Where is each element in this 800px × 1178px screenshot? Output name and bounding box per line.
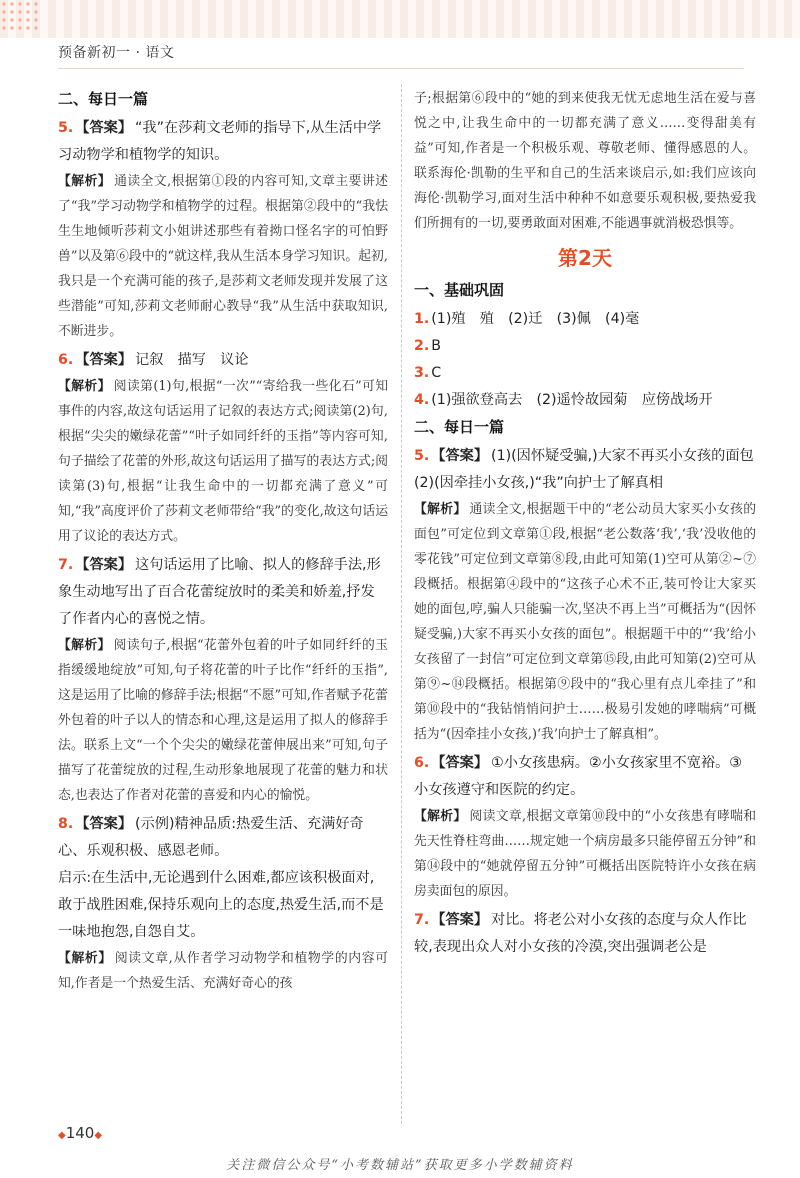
explanation-tag: 【解析】 bbox=[58, 174, 112, 189]
question-number: 1. bbox=[414, 311, 430, 327]
answer-line bbox=[414, 443, 768, 497]
section-title-daily-reading-2: 二、每日一篇 bbox=[414, 418, 505, 436]
section-title-basics: 一、基础巩固 bbox=[414, 281, 505, 299]
answer-tag: 【答案】 bbox=[75, 352, 133, 368]
explanation-tag: 【解析】 bbox=[414, 809, 467, 824]
question-number: 3. bbox=[414, 365, 430, 381]
question-number: 7. bbox=[58, 557, 74, 573]
explanation-text: 阅读文章,根据文章第⑩段中的“小女孩患有哮喘和先天性脊柱弯曲……规定她一个病房最多只能停留五分钟”和第⑭段中的“她就停留五分钟”可概括出医院特许小女孩在病房卖面包的原因。 bbox=[414, 809, 756, 899]
question-number: 7. bbox=[414, 912, 430, 928]
page-number-text: 140 bbox=[65, 1124, 95, 1142]
answer-text: 对比。将老公对小女孩的态度与众人作比较,表现出众人对小女孩的冷漠,突出强调老公是 bbox=[414, 912, 747, 955]
answer-text: “我”在莎莉文老师的指导下,从生活中学习动物学和植物学的知识。 bbox=[58, 120, 382, 163]
question-number: 2. bbox=[414, 338, 430, 354]
explanation-text: 阅读文章,从作者学习动物学和植物学的内容可知,作者是一个热爱生活、充满好奇心的孩 bbox=[58, 951, 388, 991]
answer-text: 记叙 描写 议论 bbox=[135, 352, 249, 368]
answer-text: (1)强欲登高去 (2)遥怜故园菊 应傍战场开 bbox=[431, 392, 713, 408]
day-title: 第2天 bbox=[558, 246, 612, 270]
explanation bbox=[58, 374, 388, 549]
answer-text: 这句话运用了比喻、拟人的修辞手法,形象生动地写出了百合花蕾绽放时的柔美和娇羞,抒发了作者内心的喜悦之情。 bbox=[58, 557, 381, 627]
explanation-tag: 【解析】 bbox=[58, 379, 111, 394]
explanation-tag: 【解析】 bbox=[58, 951, 112, 966]
header-divider bbox=[58, 68, 744, 69]
explanation-tag: 【解析】 bbox=[414, 502, 467, 517]
answer-tag: 【答案】 bbox=[431, 448, 489, 464]
answer-text: C bbox=[431, 365, 442, 381]
answer-line bbox=[58, 347, 388, 374]
explanation-text: 通读全文,根据题干中的“老公动员大家买小女孩的面包”可定位到文章第①段,根据“老公数落‘我’,‘我’没收他的零花钱”可定位到文章第⑧段,由此可知第(1)空可从第②~⑦段概括。根据第④段中的“这孩子心术不正,装可怜让大家买她的面包,哼,骗人只能骗一次,坚决不再上当”可概括为“(因怀疑受骗,)大家不再买小女孩的面包”。根据题干中的“‘我’给小女孩留了一封信”可定位到文章第⑮段,由此可知第(2)空可从第⑨~⑭段概括。根据第⑨段中的“我心里有点儿牵挂了”和第⑩段中的“我钻悄悄问护士……极易引发她的哮喘病”可概括为“(因牵挂小女孩,)‘我’向护士了解真相”。 bbox=[414, 502, 756, 742]
question-number: 8. bbox=[58, 816, 74, 832]
answer-text-2: 启示:在生活中,无论遇到什么困难,都应该积极面对,敢于战胜困难,保持乐观向上的态度,热爱生活,而不是一味地抱怨,自怨自艾。 bbox=[58, 870, 384, 940]
question-8-left bbox=[58, 811, 388, 996]
explanation-text: 通读全文,根据第①段的内容可知,文章主要讲述了“我”学习动物学和植物学的过程。根据第②段中的“我怯生生地倾听莎莉文小姐讲述那些有着拗口怪名字的可怕野兽”以及第⑥段中的“就这样,我从生活本身学习知识。起初,我只是一个充满可能的孩子,是莎莉文老师发现并发展了这些潜能”可知,莎莉文老师耐心教导“我”从生活中获取知识,不断进步。 bbox=[58, 174, 389, 339]
explanation-tag: 【解析】 bbox=[58, 638, 111, 653]
answer-line bbox=[414, 750, 756, 804]
answer-tag: 【答案】 bbox=[431, 912, 489, 928]
question-number: 5. bbox=[414, 448, 430, 464]
explanation bbox=[58, 946, 388, 996]
top-decor-bar bbox=[0, 0, 800, 38]
question-6-right bbox=[414, 750, 756, 904]
explanation bbox=[414, 804, 756, 904]
question-number: 6. bbox=[58, 352, 74, 368]
question-5-left bbox=[58, 115, 388, 344]
dot-pattern-icon bbox=[0, 0, 42, 34]
explanation bbox=[58, 633, 388, 808]
answer-text: (1)(因怀疑受骗,)大家不再买小女孩的面包 (2)(因牵挂小女孩,)“我”向护士了解真相 bbox=[414, 448, 768, 491]
answer-line bbox=[58, 811, 388, 865]
answer-tag: 【答案】 bbox=[75, 120, 133, 136]
basic-item-3 bbox=[414, 360, 756, 387]
diamond-icon: ◆ bbox=[58, 1130, 66, 1141]
explanation bbox=[414, 497, 756, 747]
basic-item-4 bbox=[414, 387, 756, 414]
answer-tag: 【答案】 bbox=[75, 816, 133, 832]
question-number: 5. bbox=[58, 120, 74, 136]
explanation-text: 阅读句子,根据“花蕾外包着的叶子如同纤纤的玉指缓缓地绽放”可知,句子将花蕾的叶子比作“纤纤的玉指”,这是运用了比喻的修辞手法;根据“不愿”可知,作者赋予花蕾外包着的叶子以人的情态和心理,这是运用了拟人的修辞手法。联系上文“一个个尖尖的嫩绿花蕾伸展出来”可知,句子描写了花蕾绽放的过程,生动形象地展现了花蕾的魅力和状态,也表达了作者对花蕾的喜爱和内心的愉悦。 bbox=[58, 638, 388, 803]
answer-text: (1)殖 殖 (2)迁 (3)佩 (4)毫 bbox=[431, 311, 640, 327]
question-number: 4. bbox=[414, 392, 430, 408]
question-7-right bbox=[414, 907, 756, 961]
page-number bbox=[58, 1124, 102, 1142]
basic-item-2 bbox=[414, 333, 756, 360]
running-header: 预备新初一 · 语文 bbox=[58, 45, 175, 61]
answer-line bbox=[58, 115, 388, 169]
left-column bbox=[58, 86, 388, 999]
column-divider bbox=[401, 84, 402, 1124]
explanation bbox=[58, 169, 388, 344]
answer-text: (示例)精神品质:热爱生活、充满好奇心、乐观积极、感恩老师。 bbox=[58, 816, 364, 859]
explanation-continuation: 子;根据第⑥段中的“她的到来使我无忧无虑地生活在爱与喜悦之中,让我生命中的一切都充满了意义……变得甜美有益”可知,作者是一个积极乐观、尊敬老师、懂得感恩的人。联系海伦·凯勒的生平和自己的生活来谈启示,如:我们应该向海伦·凯勒学习,面对生活中种种不如意要乐观积极,要热爱我们所拥有的一切,要勇敢面对困难,不能遇事就消极恐惧等。 bbox=[414, 91, 756, 231]
answer-line bbox=[58, 552, 388, 633]
diamond-icon: ◆ bbox=[94, 1130, 103, 1141]
answer-text: B bbox=[431, 338, 441, 354]
answer-tag: 【答案】 bbox=[75, 557, 133, 573]
basic-item-1 bbox=[414, 306, 756, 333]
question-number: 6. bbox=[414, 755, 430, 771]
explanation-text: 阅读第(1)句,根据“一次”“寄给我一些化石”可知事件的内容,故这句话运用了记叙的表达方式;阅读第(2)句,根据“尖尖的嫩绿花蕾”“叶子如同纤纤的玉指”等内容可知,句子描绘了花蕾的外形,故这句话运用了描写的表达方式;阅读第(3)句,根据“让我生命中的一切都充满了意义”可知,“我”高度评价了莎莉文老师带给“我”的变化,故这句话运用了议论的表达方式。 bbox=[58, 379, 388, 544]
answer-tag: 【答案】 bbox=[431, 755, 489, 771]
answer-line bbox=[414, 907, 756, 961]
answer-text: ①小女孩患病。②小女孩家里不宽裕。③小女孩遵守和医院的约定。 bbox=[414, 755, 743, 798]
section-title-daily-reading: 二、每日一篇 bbox=[58, 90, 149, 108]
footer-note: 关注微信公众号“小考数辅站”获取更多小学数辅资料 bbox=[226, 1158, 574, 1173]
question-5-right bbox=[414, 443, 768, 747]
question-6-left bbox=[58, 347, 388, 549]
question-7-left bbox=[58, 552, 388, 808]
right-column bbox=[414, 86, 768, 964]
